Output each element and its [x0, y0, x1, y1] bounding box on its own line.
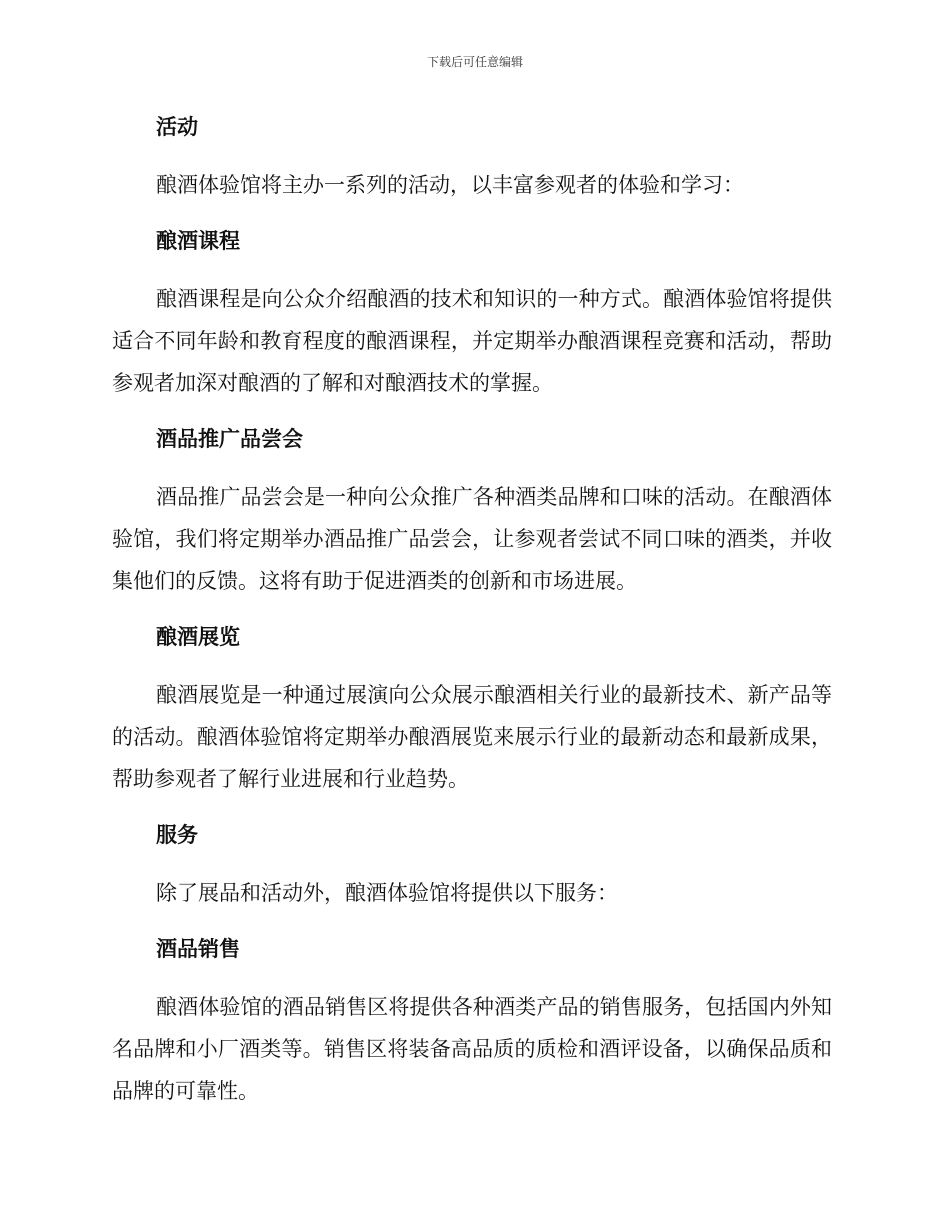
header-note: 下载后可任意编辑: [426, 55, 523, 69]
document-content: [112, 108, 832, 1112]
section-body-brewing-courses: 酿酒课程是向公众介绍酿酒的技术和知识的一种方式。酿酒体验馆将提供适合不同年龄和教育程度的酿酒课程，并定期举办酿酒课程竞赛和活动，帮助参观者加深对酿酒的了解和对酿酒技术的掌握。: [112, 287, 832, 395]
section-heading-brewing-exhibition: 酿酒展览: [156, 625, 240, 649]
section-heading-wine-sales: 酒品销售: [156, 937, 240, 961]
section-body-wine-sales: 酿酒体验馆的酒品销售区将提供各种酒类产品的销售服务，包括国内外知名品牌和小厂酒类等。销售区将装备高品质的质检和酒评设备，以确保品质和品牌的可靠性。: [112, 995, 832, 1103]
section-body-activities: 酿酒体验馆将主办一系列的活动，以丰富参观者的体验和学习：: [156, 173, 744, 197]
section-heading-brewing-courses: 酿酒课程: [156, 229, 240, 253]
section-body-services: 除了展品和活动外，酿酒体验馆将提供以下服务：: [156, 881, 618, 905]
section-heading-services: 服务: [156, 823, 198, 847]
section-body-brewing-exhibition: 酿酒展览是一种通过展演向公众展示酿酒相关行业的最新技术、新产品等的活动。酿酒体验馆将定期举办酿酒展览来展示行业的最新动态和最新成果，帮助参观者了解行业进展和行业趋势。: [112, 683, 832, 791]
section-heading-activities: 活动: [156, 115, 198, 139]
section-heading-tasting-events: 酒品推广品尝会: [156, 427, 303, 451]
section-body-tasting-events: 酒品推广品尝会是一种向公众推广各种酒类品牌和口味的活动。在酿酒体验馆，我们将定期举办酒品推广品尝会，让参观者尝试不同口味的酒类，并收集他们的反馈。这将有助于促进酒类的创新和市场进展。: [112, 485, 832, 593]
